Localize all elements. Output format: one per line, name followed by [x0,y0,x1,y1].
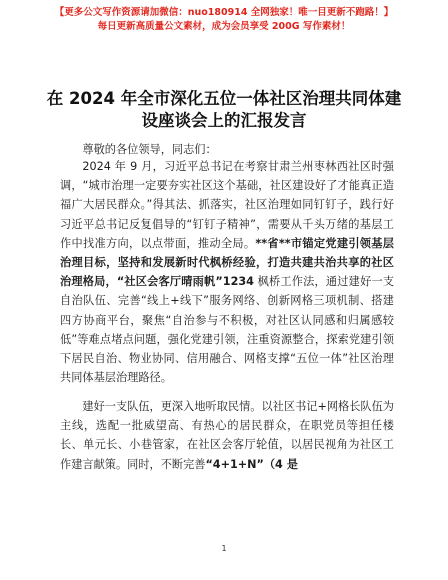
paragraph-1-intro: 2024 年 9 月，习近平总书记在考察甘肃兰州枣林西社区时强调，“城市治理一定要夯实社区这个基础，社区建设好了才能真正造福广大居民群众。”得其法、抓落实，社区治理如同钉钉子，践行好习近平总书记反复倡导的“钉钉子精神”，需要从千头万绪的基层工作中找准方向，以点带面，推动全局。 [60,160,394,250]
document-title: 在 2024 年全市深化五位一体社区治理共同体建设座谈会上的汇报发言 [46,89,402,130]
paragraph-2-formula: “4+1+N”（4 是 [205,457,298,471]
paragraph-1-body: 枫桥工作法，通过建好一支自治队伍、完善“线上+线下”服务网络、创新网格三项机制、搭建四方协商平台，聚焦“自治参与不积极，对社区认同感和归属感较低”等难点堵点问题，强化党建引领，注重资源整合，探索党建引领下居民自治、物业协同、信用融合、网格支撑“五位一体”社区治理共同体基层治理路径。 [60,275,395,385]
promo-banner-line-1: 【更多公文写作资源请加微信：nuo180914 全网独家！唯一目更新不跑路！】 [54,7,394,18]
promo-banner [0,6,448,34]
page-number: 1 [221,544,227,553]
paragraph-2-body: 建好一支队伍，更深入地听取民情。以社区书记+网格长队伍为主线，选配一批威望高、有热心的居民群众，在职党员等担任楼长、单元长、小巷管家，在社区会客厅轮值，以居民视角为社区工作建言献策。同时，不断完善 [60,400,394,471]
paragraph-1 [60,157,394,387]
paragraph-1-method-name: “社区会客厅晴雨帆”1234 [116,275,254,289]
paragraph-2 [60,397,394,474]
salutation-text: 尊敬的各位领导，同志们： [82,143,217,156]
paragraph-2-text [60,397,394,474]
promo-banner-line-2: 每日更新高质量公文素材，成为会员享受 200G 写作素材！ [97,21,351,32]
paragraph-1-city-lead: **省**市锚定党建引领基层治理目标，坚持和发展新时代枫桥经验，打造共建共治共享的社区治理格局， [60,236,394,289]
paragraph-1-text [60,157,394,387]
